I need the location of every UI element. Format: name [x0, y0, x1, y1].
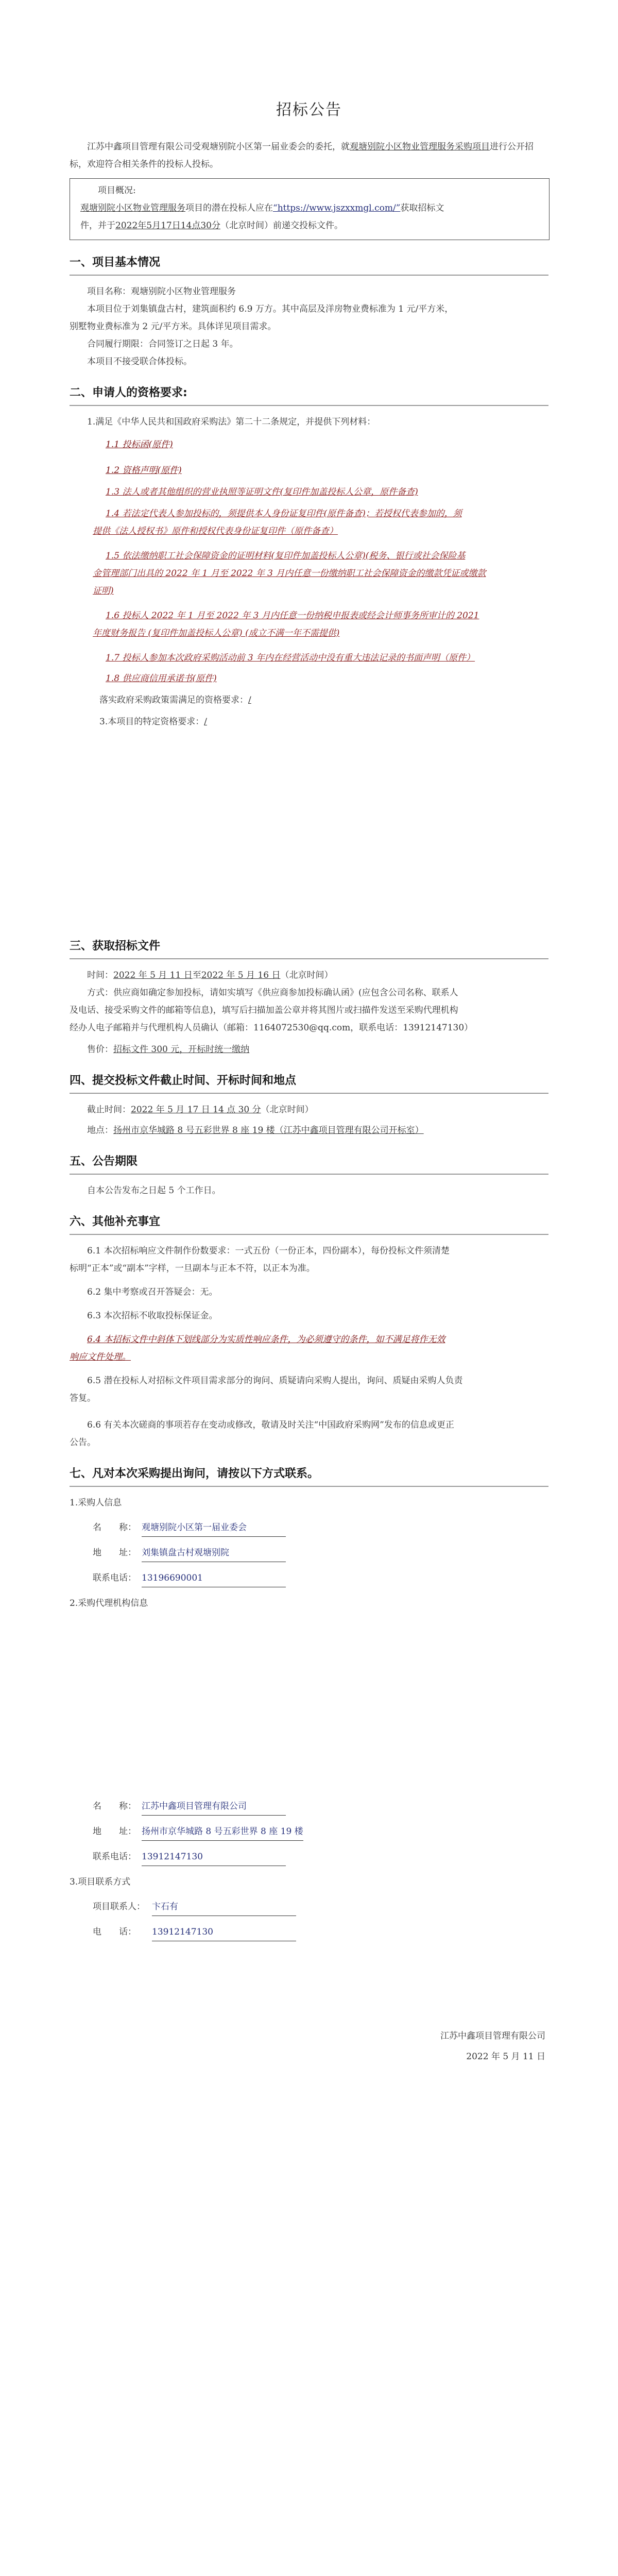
project-overview-box: [70, 178, 550, 240]
project-phone-row: 电 话： 13912147130: [70, 1923, 548, 1941]
get-docs-method-cont: 经办人电子邮箱并与代理机构人员确认（邮箱：1164072530@qq.com，联系电话：13912147130）: [70, 1023, 473, 1033]
supplement-6-1-cont: 标明“正本”或“副本”字样，一旦副本与正本不符，以正本为准。: [70, 1263, 315, 1274]
supplement-6-5: 6.5 潜在投标人对招标文件项目需求部分的询问、质疑请向采购人提出，询问、质疑由采购人负责: [87, 1376, 463, 1386]
buyer-phone-row: 联系电话： 13196690001: [70, 1569, 548, 1587]
project-desc-2: 别墅物业费标准为 2 元/平方米。具体详见项目需求。: [70, 321, 277, 332]
requirement-item-cont: 年度财务报告 (复印件加盖投标人公章) (成立不满一年不需提供): [93, 628, 340, 638]
document-body: [70, 0, 548, 2067]
submission-deadline: 截止时间：2022 年 5 月 17 日 14 点 30 分（北京时间）: [87, 1105, 314, 1115]
buyer-info-title: 1.采购人信息: [70, 1498, 122, 1508]
consortium-note: 本项目不接受联合体投标。: [87, 357, 192, 367]
buyer-address-row: 地 址： 刘集镇盘古村观塘别院: [70, 1544, 548, 1562]
tender-url-link[interactable]: “https://www.jszxxmgl.com/”: [273, 203, 401, 213]
get-docs-time: 时间：2022 年 5 月 11 日至2022 年 5 月 16 日（北京时间）: [87, 970, 333, 980]
supplement-6-4-cont: 响应文件处理。: [70, 1352, 131, 1362]
section-heading-7: 七、凡对本次采购提出询问，请按以下方式联系。: [70, 1465, 548, 1487]
agent-phone-row: 联系电话： 13912147130: [70, 1848, 548, 1866]
supplement-6-1: 6.1 本次招标响应文件制作份数要求：一式五份（一份正本，四份副本），每份投标文件须清楚: [87, 1246, 450, 1256]
requirement-item-cont: 证明): [93, 586, 114, 596]
buyer-name-row: 名 称： 观塘别院小区第一届业委会: [70, 1519, 548, 1537]
section-heading-5: 五、公告期限: [70, 1153, 548, 1175]
section-heading-1: 一、项目基本情况: [70, 253, 548, 276]
overview-label: 项目概况:: [98, 185, 136, 196]
supplement-6-2: 6.2 集中考察或召开答疑会：无。: [87, 1287, 218, 1297]
intro-paragraph: 江苏中鑫项目管理有限公司受观塘别院小区第一届业委会的委托，就观塘别院小区物业管理服务采购项目进行公开招标，欢迎符合相关条件的投标人投标。: [70, 142, 534, 170]
signature-spacer: [70, 1948, 548, 2026]
overview-line-2: 件，并于2022年5月17日14点30分（北京时间）前递交投标文件。: [80, 221, 343, 231]
bid-location: 地点：扬州市京华城路 8 号五彩世界 8 座 19 楼（江苏中鑫项目管理有限公司开标室）: [87, 1125, 424, 1136]
requirement-item-cont: 提供《法人授权书》原件和授权代表身份证复印件（原件备查）: [93, 526, 338, 536]
signature-company: 江苏中鑫项目管理有限公司: [440, 2031, 545, 2041]
supplement-6-5-cont: 答复。: [70, 1393, 96, 1403]
requirement-item: 1.2 资格声明(原件): [106, 465, 182, 476]
section-heading-6: 六、其他补充事宜: [70, 1213, 548, 1235]
get-docs-method-cont: 及电话、接受采购文件的邮箱等信息)，填写后扫描加盖公章并将其图片或扫描件发送至采购代理机构: [70, 1005, 458, 1015]
agent-address-row: 地 址： 扬州市京华城路 8 号五彩世界 8 座 19 楼: [70, 1823, 548, 1841]
overview-line-1: 观塘别院小区物业管理服务项目的潜在投标人应在“https://www.jszxxmgl.com/”获取招标文: [80, 203, 444, 213]
notice-period: 自本公告发布之日起 5 个工作日。: [87, 1185, 221, 1196]
project-name-link: 观塘别院小区物业管理服务采购项目: [350, 142, 490, 152]
supplement-6-6-cont: 公告。: [70, 1437, 96, 1448]
page-title: 招标公告: [276, 101, 342, 119]
supplement-6-3: 6.3 本次招标不收取投标保证金。: [87, 1311, 218, 1321]
requirement-item-cont: 金管理部门出具的 2022 年 1 月至 2022 年 3 月内任意一份缴纳职工社会保障资金的缴款凭证或缴款: [93, 568, 486, 579]
qualification-condition: 1.满足《中华人民共和国政府采购法》第二十二条规定，并提供下列材料：: [87, 417, 376, 427]
page-break-spacer: [70, 1612, 548, 1798]
project-contact-row: 项目联系人： 卞石有: [70, 1898, 548, 1916]
project-contact-title: 3.项目联系方式: [70, 1877, 131, 1887]
requirement-item: 1.3 法人或者其他组织的营业执照等证明文件(复印件加盖投标人公章，原件备查): [106, 487, 418, 497]
requirement-item: 1.8 供应商信用承诺书(原件): [106, 673, 217, 684]
policy-requirement: 落实政府采购政策需满足的资格要求：/: [99, 695, 251, 705]
supplement-6-6: 6.6 有关本次磋商的事项若存在变动或修改，敬请及时关注“中国政府采购网”发布的信息或更正: [87, 1420, 454, 1430]
docs-price: 售价：招标文件 300 元，开标时统一缴纳: [87, 1044, 250, 1055]
page-break-spacer: [70, 731, 548, 924]
section-heading-4: 四、提交投标文件截止时间、开标时间和地点: [70, 1072, 548, 1094]
special-requirement: 3.本项目的特定资格要求：/: [99, 717, 207, 727]
signature-date: 2022 年 5 月 11 日: [466, 2052, 545, 2062]
requirement-item: 1.4 若法定代表人参加投标的，须提供本人身份证复印件(原件备查)；若授权代表参加的，须: [106, 509, 462, 519]
get-docs-method: 方式：供应商如确定参加投标，请如实填写《供应商参加投标确认函》(应包含公司名称、联系人: [87, 988, 458, 998]
agent-name-row: 名 称： 江苏中鑫项目管理有限公司: [70, 1798, 548, 1816]
project-desc-1: 本项目位于刘集镇盘古村，建筑面积约 6.9 万方。其中高层及洋房物业费标准为 1 元/平方米，: [87, 304, 454, 314]
requirement-item: 1.6 投标人 2022 年 1 月至 2022 年 3 月内任意一份纳税申报表或经会计师事务所审计的 2021: [106, 611, 479, 621]
project-name: 项目名称：观塘别院小区物业管理服务: [87, 286, 236, 297]
agent-info-title: 2.采购代理机构信息: [70, 1598, 148, 1608]
requirement-item: 1.1 投标函(原件): [106, 439, 173, 450]
supplement-6-4: 6.4 本招标文件中斜体下划线部分为实质性响应条件，为必须遵守的条件，如不满足将作无效: [87, 1334, 445, 1345]
requirement-item: 1.5 依法缴纳职工社会保障资金的证明材料(复印件加盖投标人公章)(税务、银行或社会保险基: [106, 551, 466, 561]
section-heading-3: 三、获取招标文件: [70, 937, 548, 959]
section-heading-2: 二、申请人的资格要求:: [70, 384, 548, 406]
requirement-item: 1.7 投标人参加本次政府采购活动前 3 年内在经营活动中没有重大违法记录的书面声明（原件）: [106, 653, 475, 663]
contract-period: 合同履行期限：合同签订之日起 3 年。: [87, 339, 238, 349]
